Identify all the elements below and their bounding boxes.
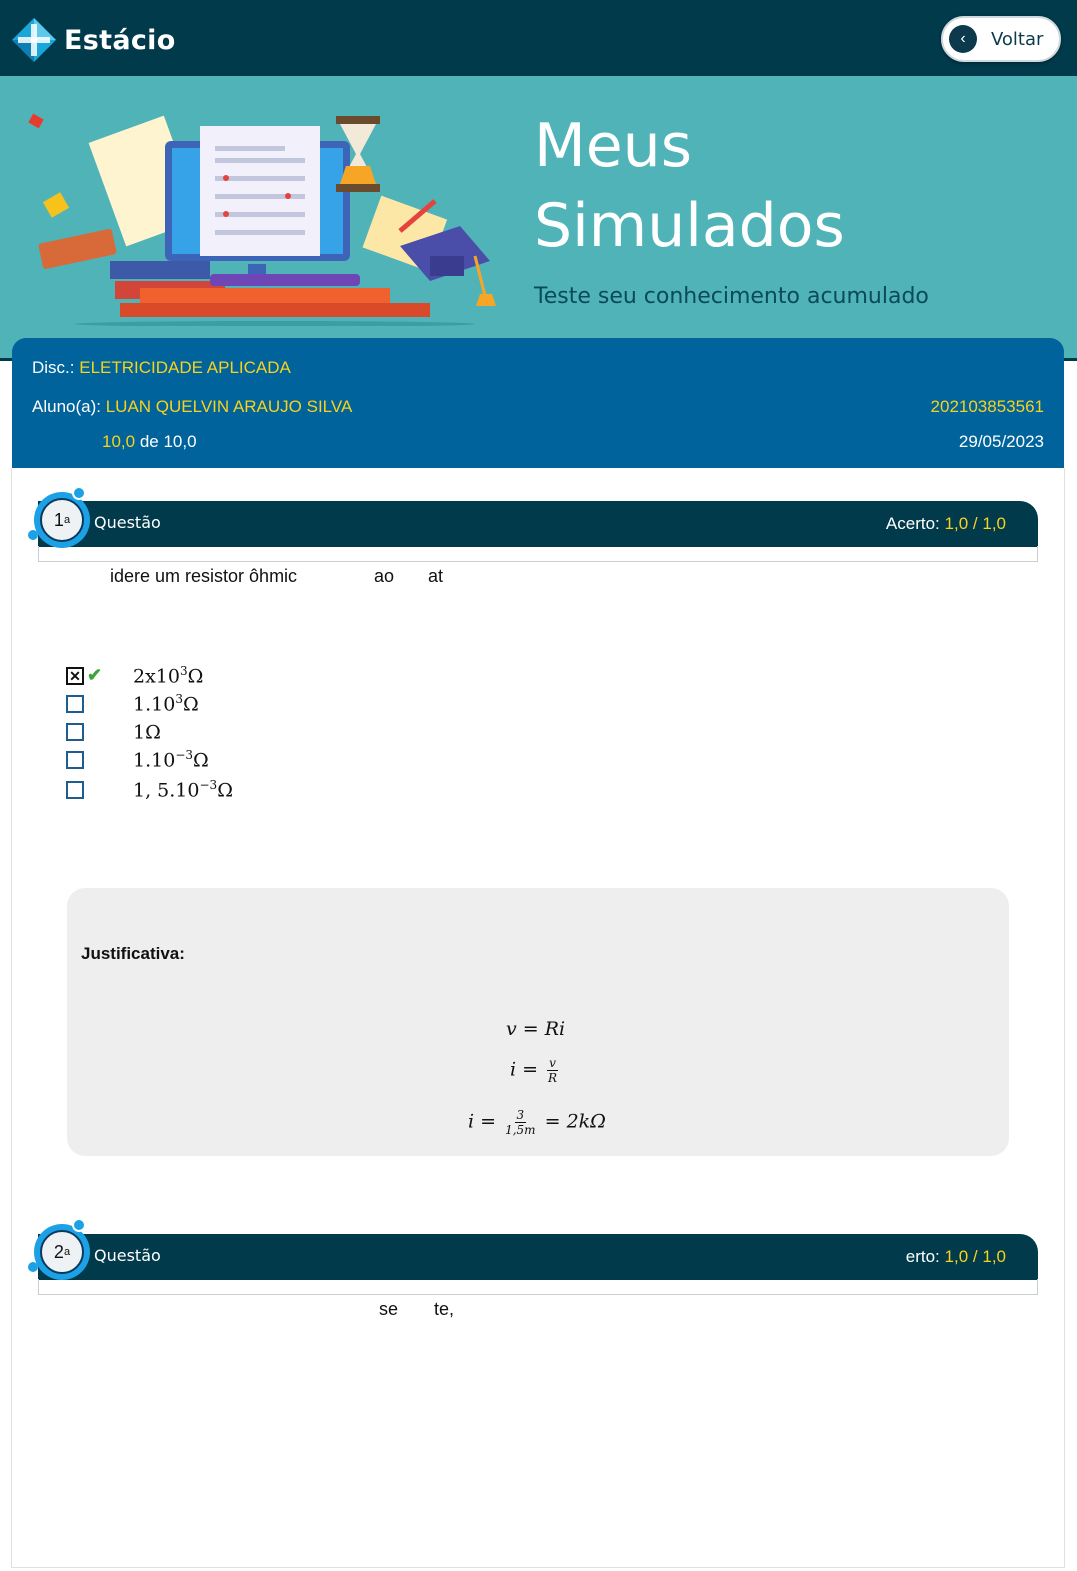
- total-score: 10,0 de 10,0: [102, 432, 197, 451]
- chevron-left-icon: ‹: [949, 25, 977, 53]
- option-b-text: 1.10$^3$Ω: [133, 692, 199, 716]
- student-row: Aluno(a): LUAN QUELVIN ARAUJO SILVA: [32, 397, 353, 416]
- option-d-text: $1.10^{-3}\Omega$: [133, 748, 209, 772]
- option-c[interactable]: [66, 719, 161, 745]
- option-e-text: 1, $5.10^{-3}\Omega$: [133, 778, 233, 802]
- question-1-badge: 1 a: [28, 486, 94, 552]
- question-1-text-fragment: at: [428, 566, 444, 586]
- equation-3: i = $\frac{3}{1,5m}$ = 2kΩ: [468, 1108, 606, 1137]
- question-1-header-underline: [38, 546, 1038, 562]
- question-1-text-fragment: idere um resistor ôhmic: [110, 566, 298, 586]
- option-b[interactable]: [66, 691, 199, 717]
- discipline-row: Disc.: ELETRICIDADE APLICADA: [32, 358, 291, 377]
- green-check-icon: ✔: [87, 665, 103, 685]
- question-label: Questão: [94, 1246, 161, 1265]
- checkbox[interactable]: [66, 781, 84, 799]
- question-2-badge: 2 a: [28, 1218, 94, 1284]
- top-bar: [0, 0, 1077, 76]
- option-a[interactable]: [66, 663, 204, 689]
- question-2-header-underline: [38, 1279, 1038, 1295]
- checkbox[interactable]: [66, 751, 84, 769]
- question-label: Questão: [94, 513, 161, 532]
- page-title: Meus Simulados: [534, 111, 845, 261]
- brand-name: Estácio: [64, 24, 176, 56]
- student-id: 202103853561: [930, 397, 1044, 416]
- checkbox[interactable]: [66, 695, 84, 713]
- option-e[interactable]: [66, 777, 233, 803]
- equation-1: v = Ri: [506, 1018, 566, 1040]
- equation-2: i = $\frac{v}{R}$: [510, 1056, 557, 1085]
- exam-date: 29/05/2023: [958, 432, 1044, 451]
- question-score: Acerto: 1,0 / 1,0: [885, 514, 1006, 533]
- discipline-name: ELETRICIDADE APLICADA: [79, 358, 291, 377]
- question-score: erto: 1,0 / 1,0: [905, 1247, 1006, 1266]
- checkbox[interactable]: [66, 723, 84, 741]
- question-1-header: [38, 501, 1038, 547]
- question-2-header: [38, 1234, 1038, 1280]
- option-c-text: 1Ω: [133, 721, 161, 744]
- question-2-text-fragment: se: [379, 1299, 399, 1319]
- justification-box: [67, 888, 1009, 1156]
- x-mark-icon[interactable]: ✕: [66, 667, 84, 685]
- study-illustration: [20, 96, 520, 326]
- student-info-card: [12, 338, 1064, 468]
- estacio-logo[interactable]: [10, 16, 176, 64]
- option-a-text: $2x10^3\Omega$: [133, 664, 204, 688]
- estacio-logo-icon: [10, 16, 58, 64]
- back-button[interactable]: [941, 16, 1061, 62]
- question-2-text-fragment: te,: [434, 1299, 455, 1319]
- banner: [0, 76, 1077, 361]
- back-button-label: Voltar: [991, 28, 1044, 50]
- page-subtitle: Teste seu conhecimento acumulado: [534, 284, 929, 309]
- option-d[interactable]: [66, 747, 209, 773]
- justification-title: Justificativa:: [81, 944, 185, 963]
- student-name: LUAN QUELVIN ARAUJO SILVA: [105, 397, 353, 416]
- question-1-text-fragment: ao: [374, 566, 395, 586]
